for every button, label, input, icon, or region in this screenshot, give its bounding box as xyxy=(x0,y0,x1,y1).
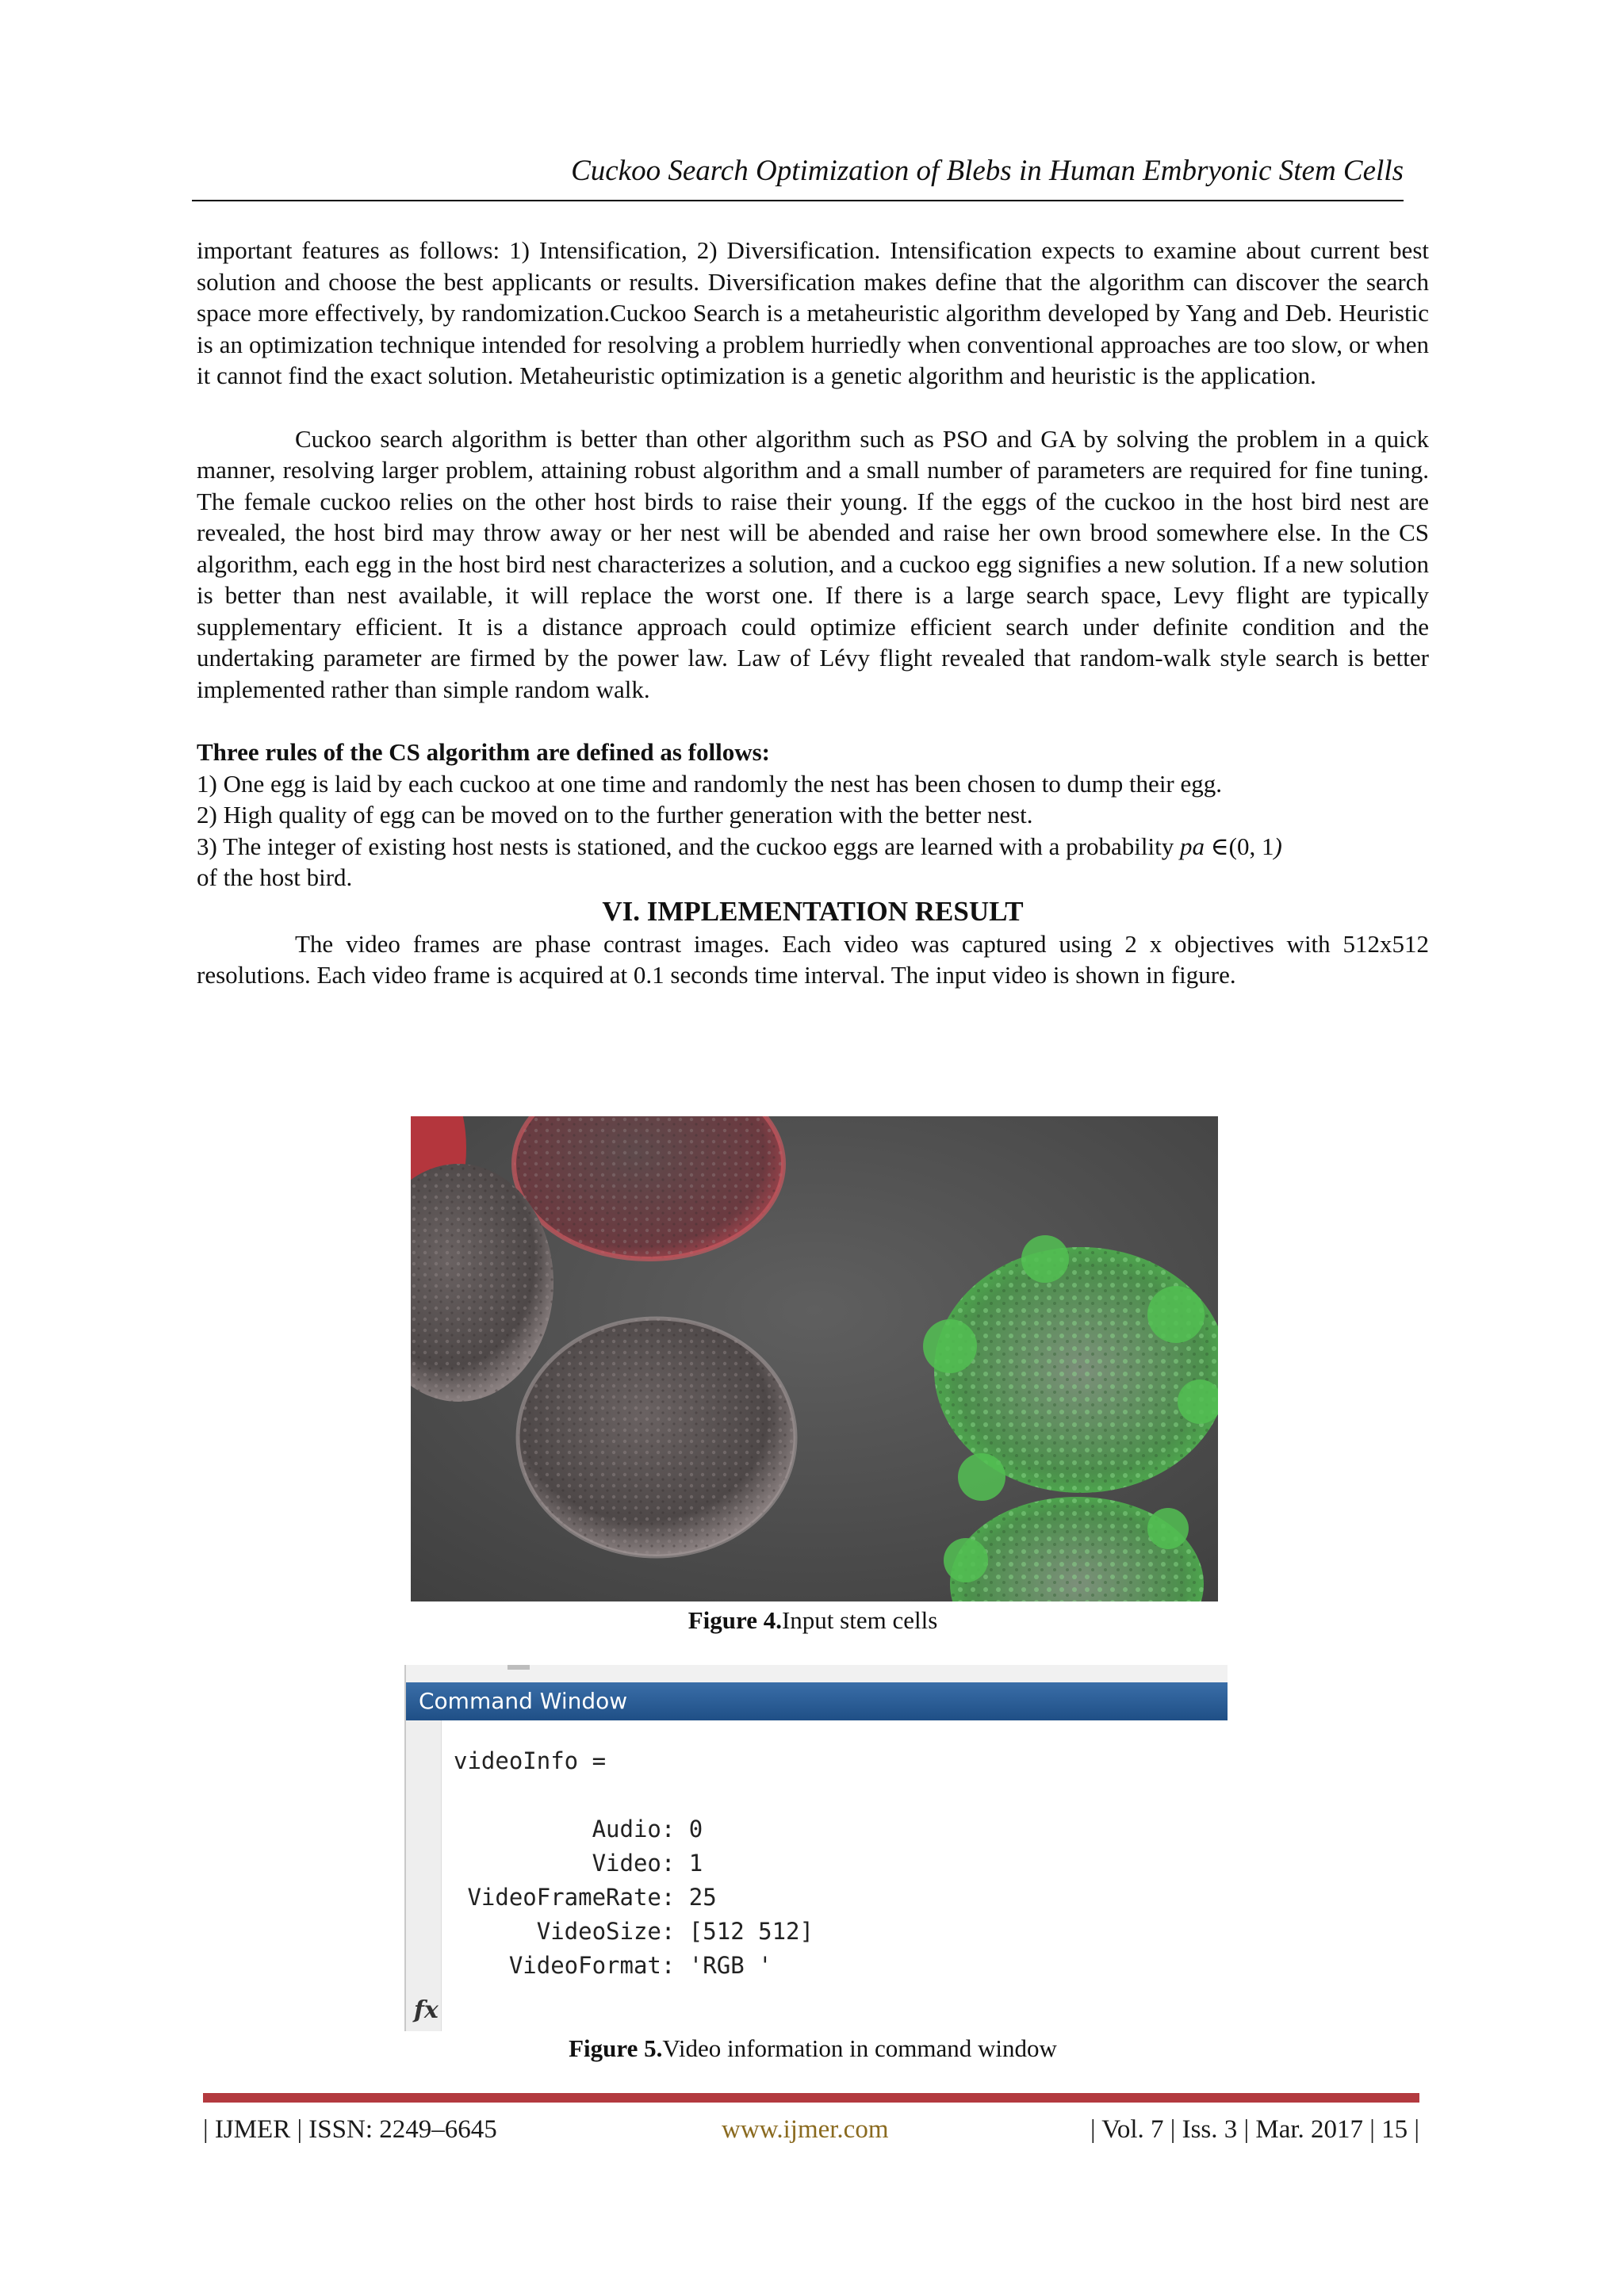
output-line: VideoFrameRate: 25 xyxy=(454,1884,717,1911)
paragraph-gap xyxy=(197,392,1429,423)
rule-3-variable: pa xyxy=(1179,832,1205,860)
figure-5-caption xyxy=(197,2033,1429,2064)
rule-3-interval: ∈(0, 1 xyxy=(1204,832,1274,860)
rule-3-close: ) xyxy=(1274,832,1282,860)
rules-heading: Three rules of the CS algorithm are defined as follows: xyxy=(197,738,770,766)
output-line: VideoFormat: 'RGB ' xyxy=(454,1952,772,1979)
footer-volume-page: | Vol. 7 | Iss. 3 | Mar. 2017 | 15 | xyxy=(1090,2115,1419,2144)
section-title: VI. IMPLEMENTATION RESULT xyxy=(602,895,1024,927)
output-line: Audio: 0 xyxy=(454,1816,703,1843)
figure-5-label: Figure 5. xyxy=(569,2034,663,2062)
footer-journal-issn: | IJMER | ISSN: 2249–6645 xyxy=(203,2115,497,2144)
page-body xyxy=(197,235,1429,991)
paragraph-gap xyxy=(197,705,1429,737)
footer-rule xyxy=(203,2093,1419,2103)
command-window-output[interactable] xyxy=(454,1744,814,1983)
output-line: VideoSize: [512 512] xyxy=(454,1918,814,1945)
rule-3 xyxy=(197,831,1429,863)
output-line xyxy=(454,1778,814,1812)
running-title: Cuckoo Search Optimization of Blebs in Human Embryonic Stem Cells xyxy=(571,155,1404,187)
paragraph-2: Cuckoo search algorithm is better than other algorithm such as PSO and GA by solving the problem in a quick manner, resolving larger problem, attaining robust algorithm and a small number of parameters are required for fine tuning. The female cuckoo relies on the other host birds to raise their young. If the eggs of the cuckoo in the host bird nest are revealed, the host bird may throw away or her nest will be abended and raise her own brood somewhere else. In the CS algorithm, each egg in the host bird nest characterizes a solution, and a cuckoo egg signifies a new solution. If a new solution is better than nest available, it will replace the worst one. If there is a large search space, Levy flight are typically supplementary efficient. It is a distance approach could optimize efficient search under definite condition and the undertaking parameter are firmed by the power law. Law of Lévy flight revealed that random-walk style search is better implemented rather than simple random walk. xyxy=(197,424,1429,703)
figure-5-command-window xyxy=(404,1665,1228,2031)
toolbar-marker xyxy=(508,1665,530,1670)
output-line: videoInfo = xyxy=(454,1747,607,1774)
footer-website-link[interactable]: www.ijmer.com xyxy=(722,2115,889,2144)
figure-5-caption-text: Video information in command window xyxy=(662,2034,1057,2062)
figure-4-image xyxy=(411,1116,1218,1601)
rule-3-continued: of the host bird. xyxy=(197,863,353,891)
command-window-title[interactable]: Command Window xyxy=(406,1682,1228,1720)
command-window-gutter xyxy=(406,1720,442,2031)
figure-4-caption-text: Input stem cells xyxy=(781,1606,938,1634)
paragraph-3: The video frames are phase contrast images. Each video was captured using 2 x objectives with 512x512 resolutions. Each video frame is acquired at 0.1 seconds time interval. The input video is shown in figure. xyxy=(197,929,1429,989)
stem-cells-illustration xyxy=(411,1116,1218,1601)
figure-4-label: Figure 4. xyxy=(688,1606,782,1634)
paragraph-1: important features as follows: 1) Intensification, 2) Diversification. Intensification expects to examine about current best solution and choose the best applicants or results. Diversification makes define that the algorithm can discover the search space more effectively, by randomization.Cuckoo Search is a metaheuristic algorithm developed by Yang and Deb. Heuristic is an optimization technique intended for resolving a problem hurriedly when conventional approaches are too slow, or when it cannot find the exact solution. Metaheuristic optimization is a genetic algorithm and heuristic is the application. xyxy=(197,236,1429,389)
fx-icon[interactable]: fx xyxy=(414,1996,439,2024)
rule-1: 1) One egg is laid by each cuckoo at one time and randomly the nest has been chosen to dump their egg. xyxy=(197,769,1223,798)
rule-2: 2) High quality of egg can be moved on to the further generation with the better nest. xyxy=(197,801,1033,828)
header-rule xyxy=(192,200,1404,201)
output-line: Video: 1 xyxy=(454,1850,703,1877)
figure-4-caption xyxy=(197,1605,1429,1636)
toolbar-strip xyxy=(406,1665,1228,1683)
rule-3-text: 3) The integer of existing host nests is stationed, and the cuckoo eggs are learned with a probability xyxy=(197,832,1180,860)
